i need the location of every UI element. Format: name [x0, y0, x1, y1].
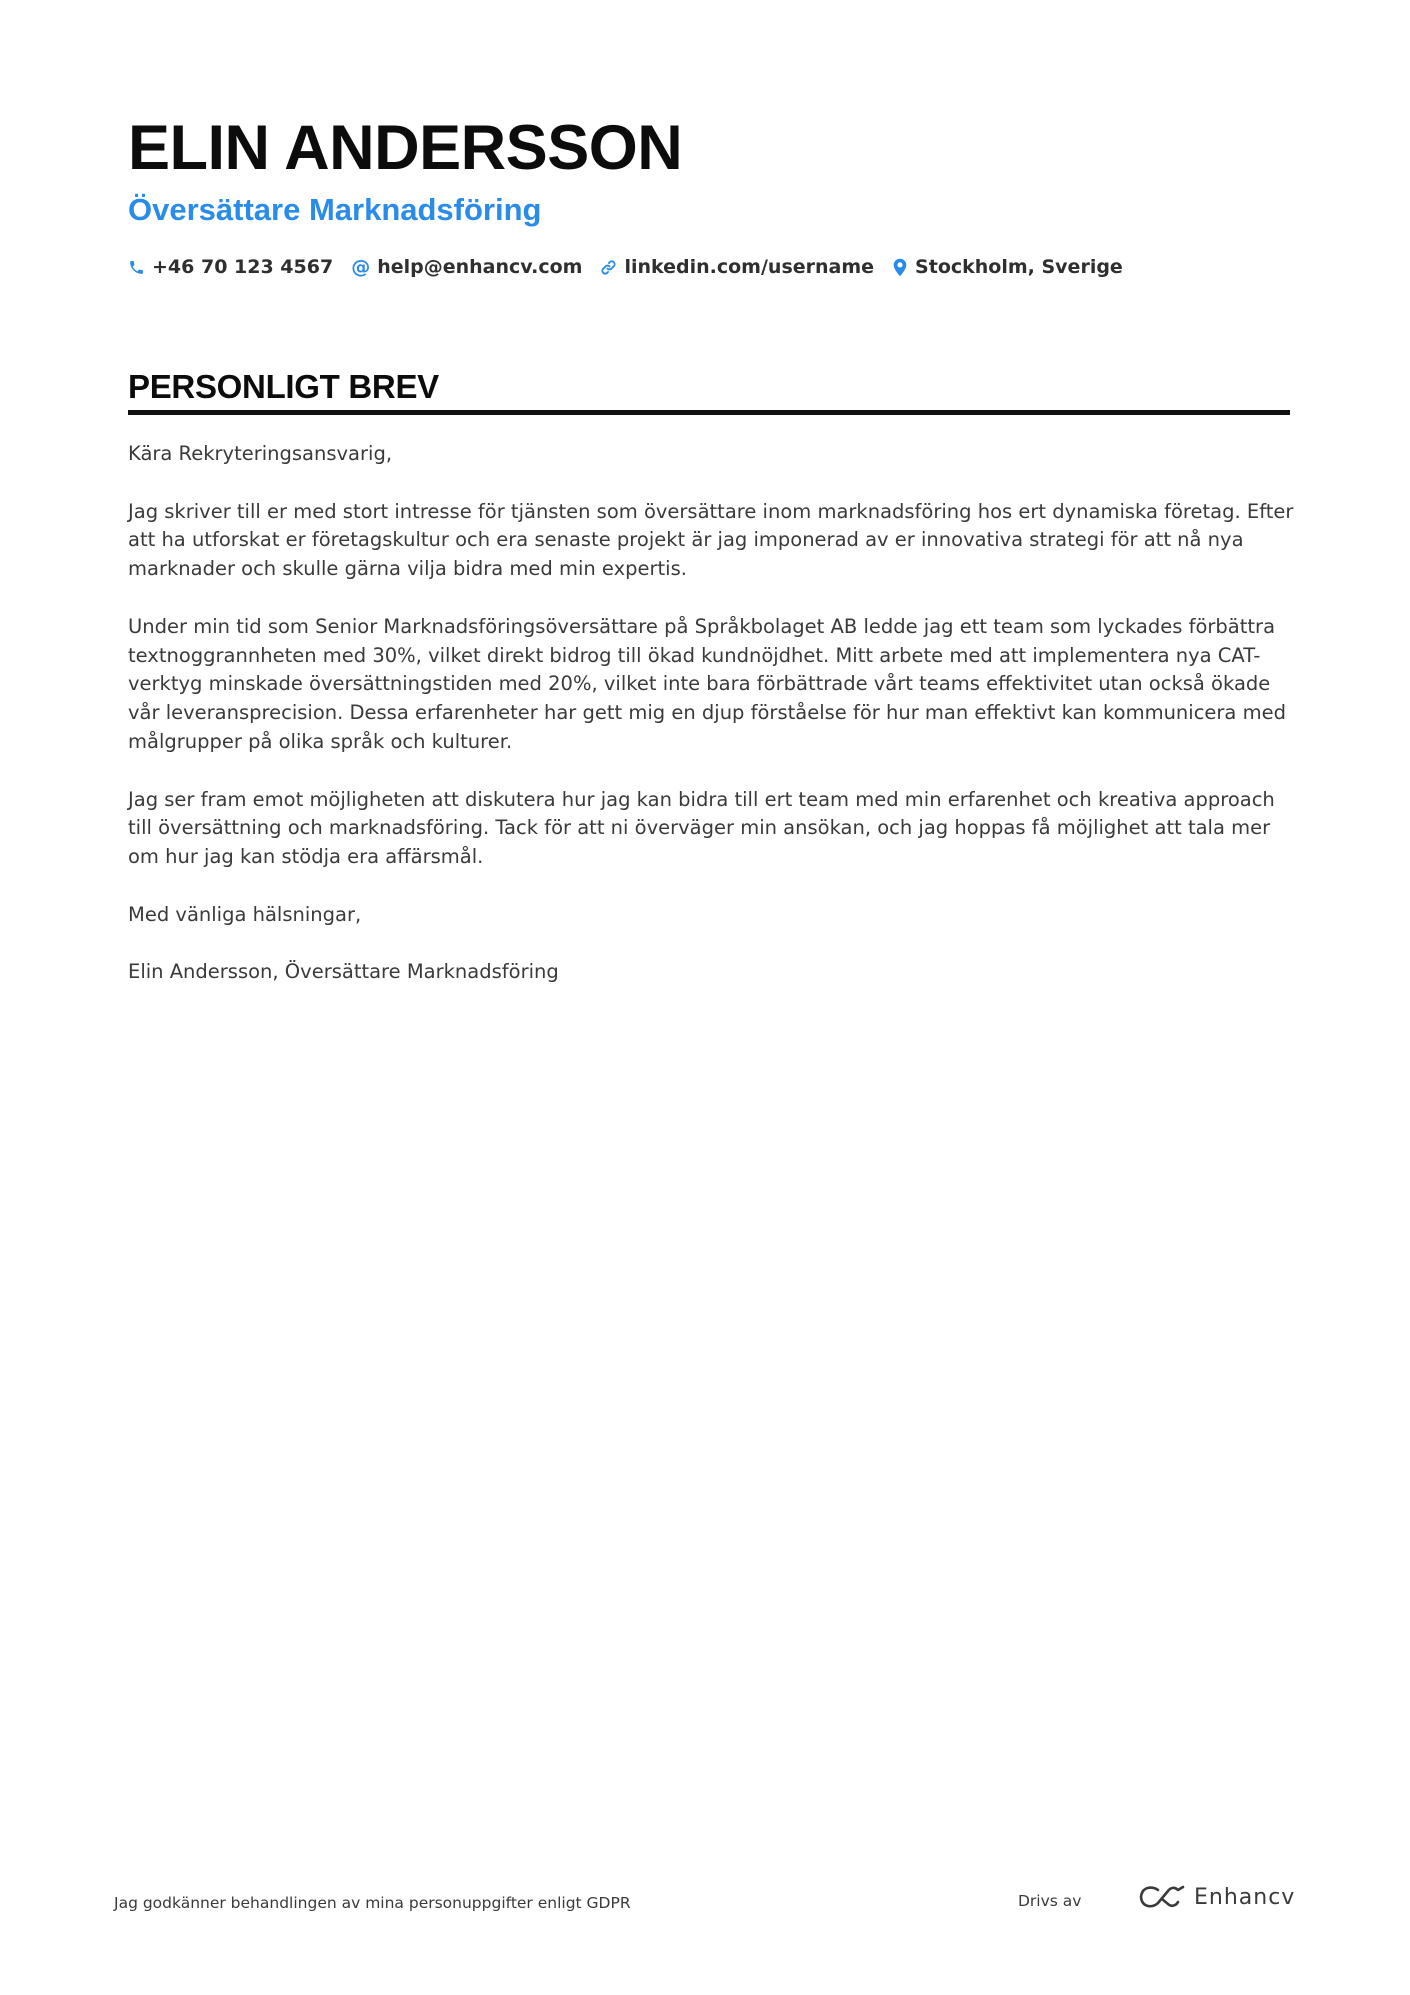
letter-closing: Med vänliga hälsningar, — [128, 902, 362, 926]
map-pin-icon — [892, 258, 908, 277]
letter-paragraph-3: Jag ser fram emot möjligheten att diskutera hur jag kan bidra till ert team med min erfarenhet och kreativa approach till översättning och marknadsföring. Tack för att ni överväger min ansökan, och jag hoppas få möjlighet att tala mer om hur jag kan stödja era affärsmål. — [128, 787, 1275, 869]
phone-number[interactable]: +46 70 123 4567 — [152, 256, 334, 278]
section-divider — [128, 410, 1290, 415]
link-icon — [600, 259, 617, 276]
contact-phone — [128, 256, 333, 278]
contact-email — [351, 256, 582, 278]
letter-greeting: Kära Rekryteringsansvarig, — [128, 442, 393, 465]
at-icon: @ — [351, 255, 371, 278]
email-address[interactable]: help@enhancv.com — [377, 256, 583, 278]
phone-icon — [128, 259, 145, 276]
contact-location — [892, 256, 1123, 278]
linkedin-url[interactable]: linkedin.com/username — [624, 256, 875, 278]
letter-paragraph-2: Under min tid som Senior Marknadsföringsöversättare på Språkbolaget AB ledde jag ett team som lyckades förbättra textnoggrannheten med 30%, vilket direkt bidrog till ökad kundnöjdhet. Mitt arbete med att implementera nya CAT-verktyg minskade översättningstiden med 20%, vilket inte bara förbättrade vårt teams effektivitet utan också ökade vår leveransprecision. Dessa erfarenheter har gett mig en djup förståelse för hur man effektivt kan kommunicera med målgrupper på olika språk och kulturer. — [128, 614, 1286, 753]
letter-signature: Elin Andersson, Översättare Marknadsföring — [128, 960, 559, 984]
applicant-job-title: Översättare Marknadsföring — [128, 192, 542, 227]
powered-by-label: Drivs av — [1018, 1892, 1082, 1910]
brand-name: Enhancv — [1194, 1884, 1296, 1910]
letter-body — [128, 440, 1294, 1016]
contact-linkedin — [600, 256, 874, 278]
enhancv-logo-icon — [1138, 1884, 1186, 1910]
gdpr-consent: Jag godkänner behandlingen av mina personuppgifter enligt GDPR — [114, 1894, 631, 1912]
contact-bar — [128, 252, 1123, 282]
section-heading: PERSONLIGT BREV — [128, 368, 439, 405]
applicant-name: ELIN ANDERSSON — [128, 113, 683, 183]
letter-paragraph-1: Jag skriver till er med stort intresse för tjänsten som översättare inom marknadsföring hos ert dynamiska företag. Efter att ha utforskat er företagskultur och era senaste projekt är jag imponerad av er innovativa strategi för att nå nya marknader och skulle gärna vilja bidra med min expertis. — [128, 499, 1294, 581]
location-text: Stockholm, Sverige — [915, 256, 1123, 278]
brand-logo[interactable] — [1138, 1884, 1295, 1910]
